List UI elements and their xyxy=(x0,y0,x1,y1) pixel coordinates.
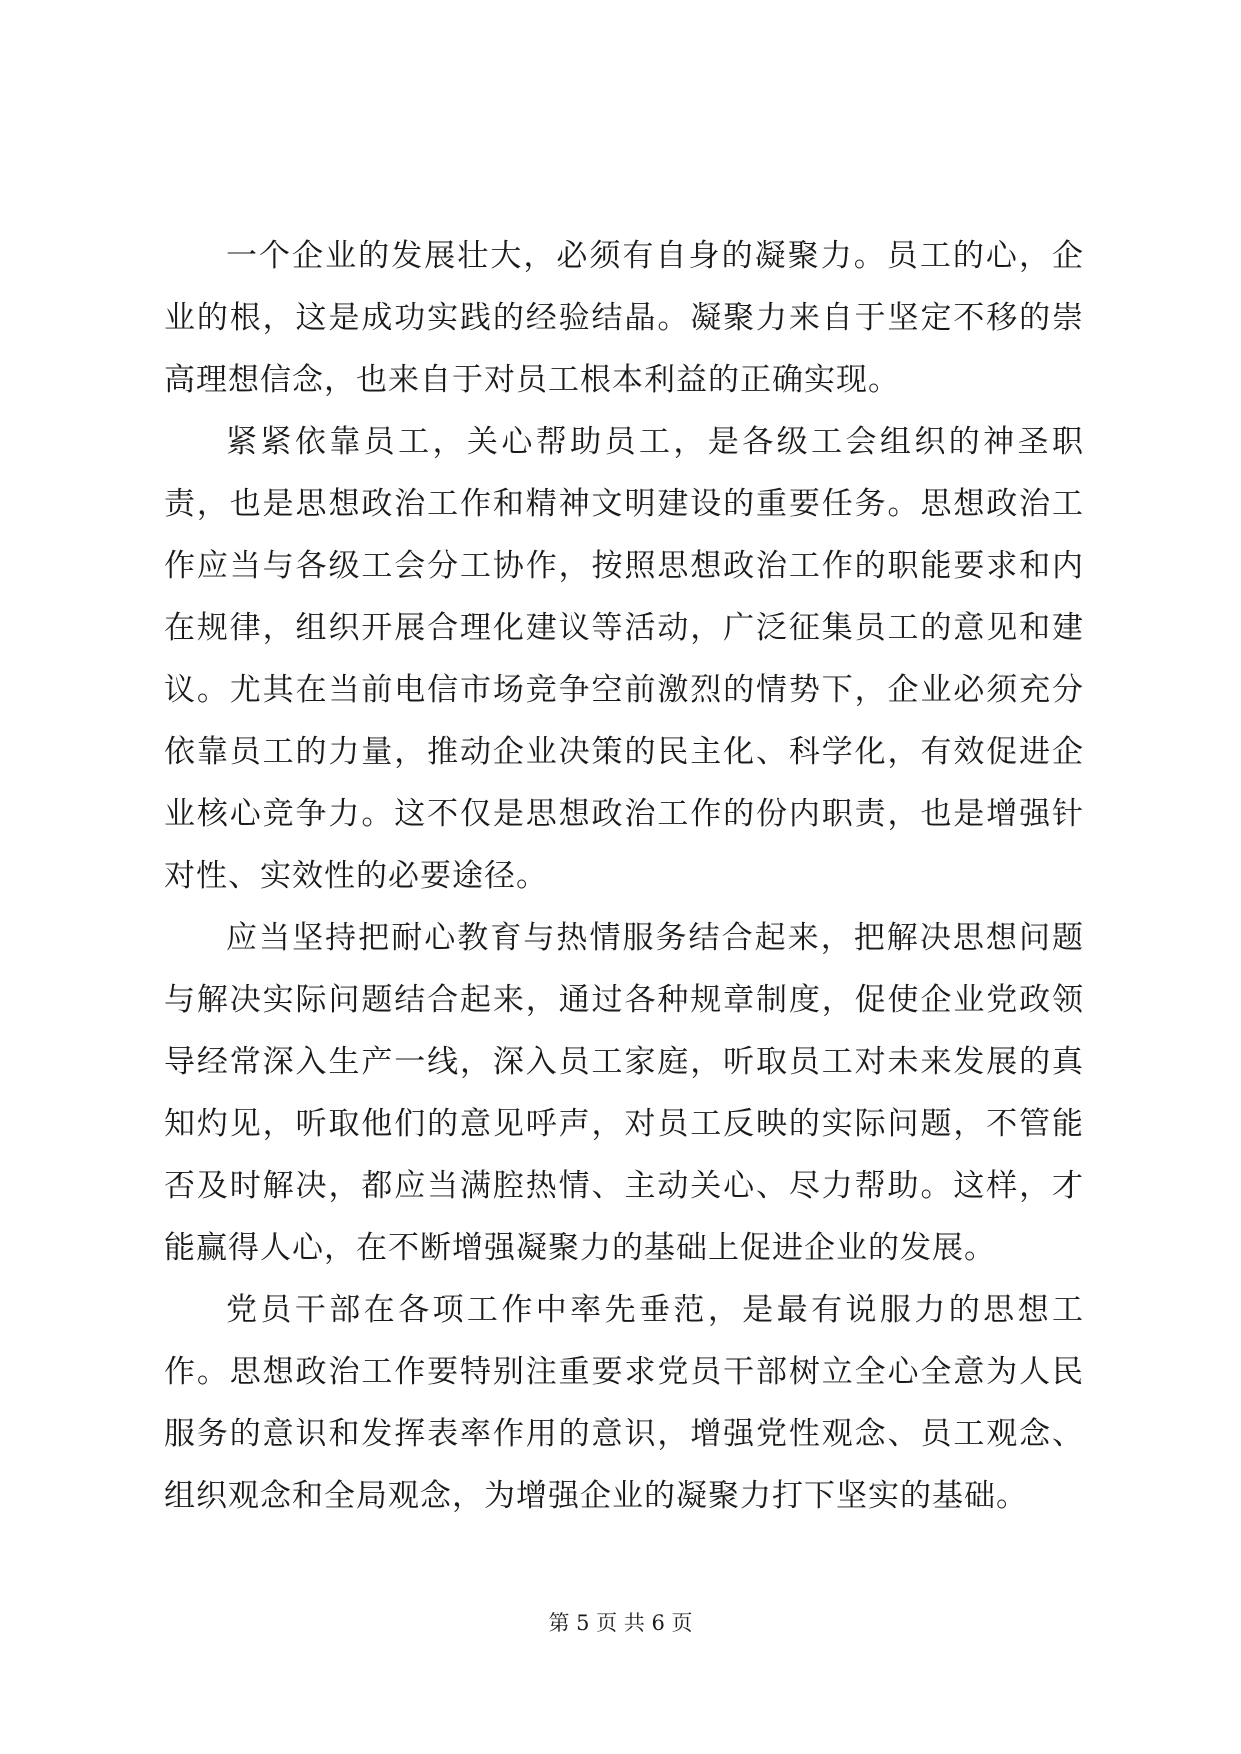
page-number-footer: 第 5 页 共 6 页 xyxy=(548,1611,693,1635)
paragraph-2: 紧紧依靠员工，关心帮助员工，是各级工会组织的神圣职责，也是思想政治工作和精神文明建设的重要任务。思想政治工作应当与各级工会分工协作，按照思想政治工作的职能要求和内在规律，组织开展合理化建议等活动，广泛征集员工的意见和建议。尤其在当前电信市场竞争空前激烈的情势下，企业必须充分依靠员工的力量，推动企业决策的民主化、科学化，有效促进企业核心竞争力。这不仅是思想政治工作的份内职责，也是增强针对性、实效性的必要途径。 xyxy=(164,424,1084,894)
paragraph-3: 应当坚持把耐心教育与热情服务结合起来，把解决思想问题与解决实际问题结合起来，通过各种规章制度，促使企业党政领导经常深入生产一线，深入员工家庭，听取员工对未来发展的真知灼见，听取他们的意见呼声，对员工反映的实际问题，不管能否及时解决，都应当满腔热情、主动关心、尽力帮助。这样，才能赢得人心，在不断增强凝聚力的基础上促进企业的发展。 xyxy=(164,920,1084,1266)
paragraph-1: 一个企业的发展壮大，必须有自身的凝聚力。员工的心，企业的根，这是成功实践的经验结晶。凝聚力来自于坚定不移的崇高理想信念，也来自于对员工根本利益的正确实现。 xyxy=(164,238,1084,398)
paragraph-4: 党员干部在各项工作中率先垂范，是最有说服力的思想工作。思想政治工作要特别注重要求党员干部树立全心全意为人民服务的意识和发挥表率作用的意识，增强党性观念、员工观念、组织观念和全局观念，为增强企业的凝聚力打下坚实的基础。 xyxy=(164,1292,1084,1514)
document-body xyxy=(164,225,1084,1527)
